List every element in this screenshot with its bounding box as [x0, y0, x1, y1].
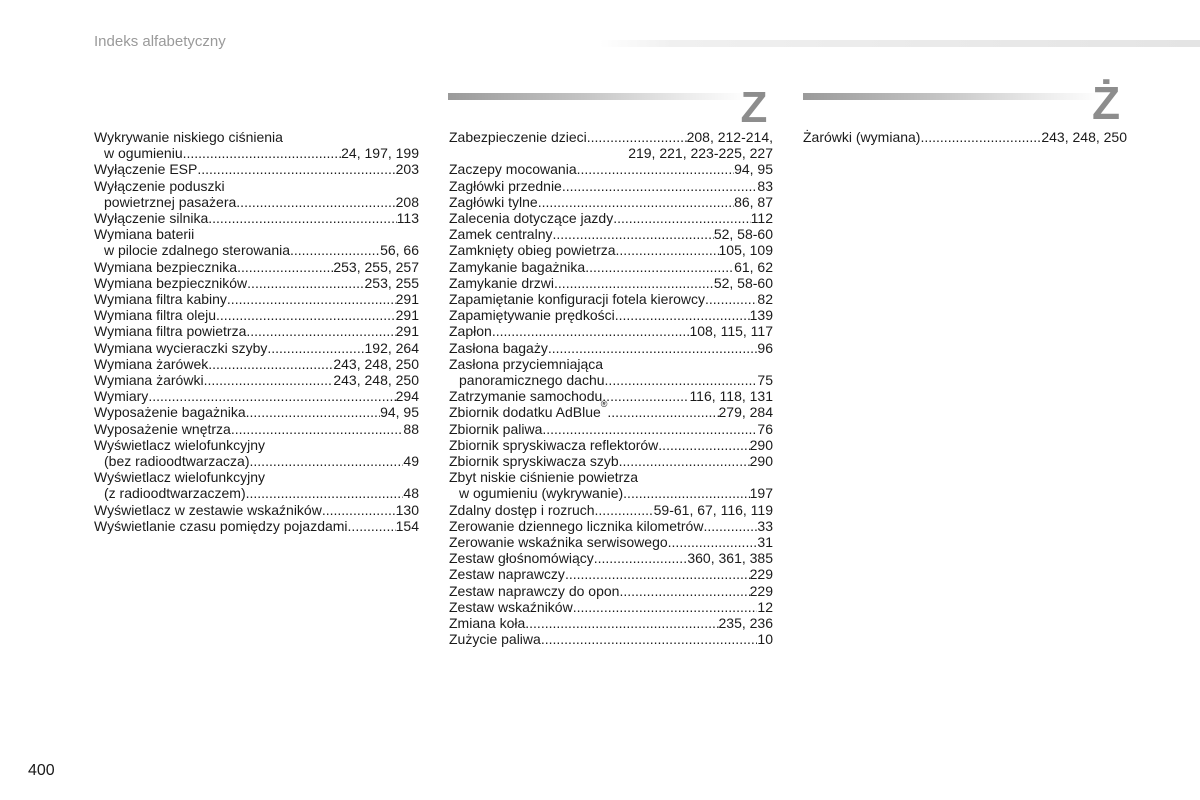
index-entry [449, 340, 773, 356]
index-entry-line [94, 453, 419, 469]
page-header-title: Indeks alfabetyczny [94, 33, 226, 50]
dot-leader [538, 194, 734, 210]
index-entry-pages: 116, 118, 131 [689, 388, 773, 405]
index-entry-line [94, 323, 419, 339]
index-entry [94, 372, 419, 388]
index-entry [449, 259, 773, 275]
index-entry-pages: 294 [395, 388, 419, 405]
index-entry-pages: 76 [757, 420, 773, 437]
index-entry-line [94, 356, 419, 372]
index-entry-term: w ogumieniu (wykrywanie) [459, 485, 624, 502]
index-entry-pages: 31 [757, 534, 773, 551]
index-entry-term: Zamykanie bagażnika [449, 258, 586, 275]
dot-leader [227, 291, 396, 307]
dot-leader [616, 242, 719, 258]
index-entry-line [94, 307, 419, 323]
index-entry-term: Zbiornik spryskiwacza reflektorów [449, 436, 659, 453]
index-entry-pages: 10 [757, 631, 773, 648]
index-entry [94, 291, 419, 307]
index-entry [449, 599, 773, 615]
index-entry-line [449, 437, 773, 453]
index-entry-line [449, 210, 773, 226]
index-entry [449, 161, 773, 177]
index-entry-line [94, 421, 419, 437]
dot-leader [148, 388, 395, 404]
index-entry-line [449, 356, 773, 372]
index-entry-term: Zapamiętywanie prędkości [449, 307, 615, 324]
index-entry-term: Wyświetlacz w zestawie wskaźników [94, 501, 322, 518]
index-entry-line [449, 226, 773, 242]
index-entry-pages: 130 [395, 501, 419, 518]
dot-leader [492, 323, 690, 339]
index-entry-pages: 192, 264 [364, 339, 419, 356]
index-entry-term: Wymiana żarówek [94, 355, 209, 372]
index-entry-pages: 243, 248, 250 [333, 372, 419, 389]
index-entry [449, 242, 773, 258]
index-column-w [94, 129, 419, 534]
index-entry [94, 437, 419, 469]
index-entry-line [449, 178, 773, 194]
index-entry-pages: 24, 197, 199 [341, 145, 419, 162]
index-entry-term: Zapłon [449, 323, 492, 340]
index-entry [449, 502, 773, 518]
index-entry-line [449, 145, 773, 161]
index-entry [449, 421, 773, 437]
index-entry-line [94, 437, 419, 453]
index-entry [94, 323, 419, 339]
index-entry-pages: 83 [757, 177, 773, 194]
index-entry-line [94, 226, 419, 242]
dot-leader [615, 307, 750, 323]
index-entry-line [94, 518, 419, 534]
index-entry-pages: 52, 58-60 [713, 226, 773, 243]
index-entry [449, 550, 773, 566]
index-entry [803, 129, 1127, 145]
index-entry-line [449, 518, 773, 534]
index-entry [449, 178, 773, 194]
index-entry [449, 307, 773, 323]
index-entry-term: Zdalny dostęp i rozruch [449, 501, 595, 518]
index-entry-pages: 219, 221, 223-225, 227 [628, 145, 773, 162]
index-entry-term: Zestaw głośnomówiący [449, 550, 594, 567]
index-entry-term: Wymiana żarówki [94, 372, 204, 389]
index-entry-term: Zbiornik spryskiwacza szyb [449, 453, 619, 470]
index-entry-line [94, 210, 419, 226]
index-entry [94, 161, 419, 177]
dot-leader [183, 145, 342, 161]
index-entry-line [94, 161, 419, 177]
index-entry-term: powietrznej pasażera [104, 193, 237, 210]
index-entry-term: w ogumieniu [104, 145, 183, 162]
index-entry-pages: 61, 62 [734, 258, 773, 275]
index-entry-term: Zbyt niskie ciśnienie powietrza [449, 469, 639, 486]
index-entry-term: Zerowanie wskaźnika serwisowego [449, 534, 668, 551]
index-entry-term: Wyświetlacz wielofunkcyjny [94, 469, 266, 486]
index-entry-term: Zamek centralny [449, 226, 553, 243]
index-entry-term: Wyświetlacz wielofunkcyjny [94, 436, 266, 453]
index-entry [94, 421, 419, 437]
dot-leader [267, 340, 364, 356]
index-entry-pages: 243, 248, 250 [1041, 129, 1127, 145]
index-entry-line [449, 469, 773, 485]
index-entry-term: Zużycie paliwa [449, 631, 541, 648]
index-entry [94, 356, 419, 372]
index-column-z-dot [803, 129, 1127, 145]
index-entry [94, 469, 419, 501]
index-entry-term: Zestaw naprawczy [449, 566, 565, 583]
dot-leader [208, 356, 333, 372]
dot-leader [348, 518, 396, 534]
dot-leader [605, 372, 758, 388]
index-entry-line [94, 469, 419, 485]
index-entry-term: Wyświetlanie czasu pomiędzy pojazdami [94, 517, 348, 534]
index-entry [94, 129, 419, 161]
dot-leader [541, 631, 758, 647]
index-entry-term: Wymiana wycieraczki szyby [94, 339, 268, 356]
index-entry-line [449, 323, 773, 339]
index-entry-term: Zbiornik paliwa [449, 420, 543, 437]
index-entry-term: Wymiana filtra kabiny [94, 291, 227, 308]
dot-leader [246, 404, 380, 420]
index-entry [94, 502, 419, 518]
index-entry-line [449, 194, 773, 210]
index-entry-line [449, 485, 773, 501]
index-entry-term: Zasłona bagaży [449, 339, 548, 356]
index-entry [449, 226, 773, 242]
index-entry [94, 210, 419, 226]
index-entry-pages: 94, 95 [734, 161, 773, 178]
index-entry-line [449, 388, 773, 404]
index-entry-line [94, 259, 419, 275]
index-entry-pages: 253, 255 [364, 274, 419, 291]
index-entry-pages: 52, 58-60 [713, 274, 773, 291]
index-entry-term: Wykrywanie niskiego ciśnienia [94, 129, 283, 145]
index-entry-term: Zaczepy mocowania [449, 161, 577, 178]
index-entry-line [94, 145, 419, 161]
index-entry [449, 518, 773, 534]
index-entry-line [94, 194, 419, 210]
dot-leader [237, 259, 333, 275]
index-entry-pages: 113 [396, 210, 419, 227]
index-entry [449, 437, 773, 453]
index-entry-pages: 291 [395, 307, 419, 324]
dot-leader [619, 583, 749, 599]
dot-leader [573, 599, 758, 615]
index-entry-line [449, 583, 773, 599]
index-entry-line [449, 631, 773, 647]
index-entry [94, 307, 419, 323]
index-entry-term: Zmiana koła [449, 615, 526, 632]
index-entry [449, 323, 773, 339]
index-entry-pages: 291 [395, 323, 419, 340]
index-entry-line [94, 178, 419, 194]
index-entry-term: Zapamiętanie konfiguracji fotela kierowcy [449, 291, 706, 308]
index-entry-pages: 75 [757, 372, 773, 389]
index-entry-line [449, 453, 773, 469]
index-entry-pages: 290 [749, 453, 773, 470]
index-entry-term: Wyposażenie wnętrza [94, 420, 231, 437]
index-entry [449, 399, 773, 421]
dot-leader [246, 323, 395, 339]
dot-leader [619, 453, 750, 469]
index-entry-term: Wyłączenie silnika [94, 210, 209, 227]
index-entry-pages: 235, 236 [718, 615, 773, 632]
dot-leader [197, 161, 395, 177]
dot-leader [554, 275, 714, 291]
index-entry [94, 226, 419, 258]
index-entry-term: Zestaw wskaźników [449, 598, 573, 615]
dot-leader [577, 161, 734, 177]
index-entry-term: w pilocie zdalnego sterowania [104, 242, 290, 259]
index-entry [449, 275, 773, 291]
index-entry-line [94, 404, 419, 420]
index-entry [449, 453, 773, 469]
dot-leader [548, 340, 758, 356]
index-entry-pages: 203 [395, 161, 419, 178]
dot-leader [607, 404, 718, 420]
index-entry-line [449, 421, 773, 437]
index-entry-pages: 12 [757, 598, 773, 615]
index-entry-line [94, 485, 419, 501]
index-entry [449, 129, 773, 161]
dot-leader [594, 550, 688, 566]
index-entry-pages: 86, 87 [734, 193, 773, 210]
index-entry-term: Wymiana filtra powietrza [94, 323, 247, 340]
index-entry-pages: 96 [757, 339, 773, 356]
index-entry-term: Wymiana baterii [94, 226, 195, 243]
index-entry-pages: 229 [749, 566, 773, 583]
index-entry-term: Żarówki (wymiana) [803, 129, 921, 145]
index-entry-term: Wymiana filtra oleju [94, 307, 217, 324]
index-entry [449, 291, 773, 307]
index-entry-line [94, 372, 419, 388]
index-entry-line [94, 129, 419, 145]
index-entry-term: Wymiana bezpiecznika [94, 258, 238, 275]
dot-leader [613, 210, 750, 226]
index-entry [449, 469, 773, 501]
index-entry-pages: 360, 361, 385 [687, 550, 773, 567]
section-bar-z-dot [803, 93, 1103, 100]
index-entry-pages: 208 [395, 193, 419, 210]
page-number: 400 [28, 762, 55, 779]
index-entry-term: Zamknięty obieg powietrza [449, 242, 616, 259]
dot-leader [236, 194, 395, 210]
dot-leader [658, 437, 749, 453]
index-entry-term: Zbiornik dodatku AdBlue [449, 404, 601, 421]
dot-leader [216, 307, 396, 323]
index-entry-line [449, 599, 773, 615]
index-entry [94, 340, 419, 356]
index-entry [94, 388, 419, 404]
dot-leader [542, 421, 757, 437]
index-entry-line [449, 550, 773, 566]
dot-leader [552, 226, 713, 242]
index-entry [449, 194, 773, 210]
dot-leader [246, 485, 404, 501]
index-entry-term: Zagłówki przednie [449, 177, 562, 194]
dot-leader [322, 502, 396, 518]
dot-leader [595, 502, 654, 518]
index-entry-term: (z radioodtwarzaczem) [104, 485, 246, 502]
index-entry-pages: 279, 284 [718, 404, 773, 421]
index-entry-term: Wymiana bezpieczników [94, 274, 248, 291]
index-entry-pages: 208, 212-214, [686, 129, 773, 145]
index-entry-line [449, 566, 773, 582]
index-entry-line [803, 129, 1127, 145]
index-entry [94, 404, 419, 420]
registered-mark: ® [600, 399, 608, 410]
index-entry-pages: 139 [749, 307, 773, 324]
dot-leader [562, 178, 758, 194]
index-entry-line [449, 340, 773, 356]
index-entry [94, 178, 419, 210]
index-entry-term: Zestaw naprawczy do opon [449, 582, 620, 599]
index-entry [449, 566, 773, 582]
index-entry-pages: 291 [395, 291, 419, 308]
dot-leader [602, 388, 689, 404]
index-entry-pages: 105, 109 [718, 242, 773, 259]
index-entry-line [94, 242, 419, 258]
index-entry [94, 518, 419, 534]
index-entry [449, 388, 773, 404]
index-entry-line [449, 372, 773, 388]
index-entry-term: Zagłówki tylne [449, 193, 538, 210]
dot-leader [290, 242, 380, 258]
index-entry [449, 631, 773, 647]
dot-leader [525, 615, 718, 631]
index-entry-pages: 112 [750, 210, 773, 227]
section-letter-z-dot: Ż [1091, 77, 1121, 129]
dot-leader [208, 210, 396, 226]
header-gradient-bar [600, 40, 1200, 47]
index-entry-line [449, 615, 773, 631]
dot-leader [204, 372, 334, 388]
index-entry-term: Wyłączenie ESP [94, 161, 198, 178]
dot-leader [250, 453, 404, 469]
index-entry-line [449, 242, 773, 258]
index-entry [449, 534, 773, 550]
index-entry-term: Zerowanie dziennego licznika kilometrów [449, 517, 704, 534]
index-column-z [449, 129, 773, 648]
index-entry-term: Zabezpieczenie dzieci [449, 129, 587, 145]
index-entry [94, 275, 419, 291]
index-entry [94, 259, 419, 275]
index-entry-pages: 229 [749, 582, 773, 599]
dot-leader [565, 566, 750, 582]
dot-leader [705, 291, 757, 307]
index-entry-term: Zalecenia dotyczące jazdy [449, 210, 614, 227]
index-entry-term: Wyposażenie bagażnika [94, 404, 246, 421]
index-entry-line [449, 534, 773, 550]
index-entry-pages: 56, 66 [380, 242, 419, 259]
index-entry-pages: 48 [403, 485, 419, 502]
index-entry-line [449, 291, 773, 307]
index-entry-term: Wymiary [94, 388, 149, 405]
dot-leader [247, 275, 364, 291]
index-entry-pages: 253, 255, 257 [333, 258, 419, 275]
index-entry-line [94, 502, 419, 518]
index-entry-pages: 290 [749, 436, 773, 453]
index-entry-pages: 154 [395, 517, 419, 534]
index-entry-line [449, 161, 773, 177]
index-entry-term: Wyłączenie poduszki [94, 177, 225, 194]
index-entry-pages: 33 [757, 517, 773, 534]
index-entry-pages: 59-61, 67, 116, 119 [653, 501, 773, 518]
index-entry-line [449, 307, 773, 323]
index-entry-pages: 108, 115, 117 [689, 323, 773, 340]
index-entry-line [94, 340, 419, 356]
index-entry-pages: 243, 248, 250 [333, 355, 419, 372]
index-entry [449, 356, 773, 388]
index-entry [449, 210, 773, 226]
index-entry [449, 615, 773, 631]
index-entry-term: (bez radioodtwarzacza) [104, 453, 250, 470]
index-entry-pages: 88 [403, 420, 419, 437]
dot-leader [587, 129, 687, 145]
dot-leader [920, 129, 1041, 145]
index-entry-line [94, 291, 419, 307]
index-entry-line [449, 399, 773, 421]
index-entry-term: Zasłona przyciemniająca [449, 355, 604, 372]
section-letter-z: Z [740, 83, 768, 132]
index-entry-pages: 49 [403, 453, 419, 470]
index-entry-line [94, 388, 419, 404]
dot-leader [703, 518, 757, 534]
index-entry-term: panoramicznego dachu [459, 372, 605, 389]
dot-leader [668, 534, 758, 550]
index-entry-term: Zatrzymanie samochodu [449, 388, 603, 405]
index-entry-line [94, 275, 419, 291]
dot-leader [623, 485, 749, 501]
index-entry-pages: 82 [757, 291, 773, 308]
index-entry-pages: 197 [749, 485, 773, 502]
dot-leader [585, 259, 734, 275]
index-entry-line [449, 275, 773, 291]
section-bar-z [448, 93, 748, 100]
index-entry-pages: 94, 95 [380, 404, 419, 421]
index-entry-line [449, 129, 773, 145]
index-entry-line [449, 259, 773, 275]
index-entry-line [449, 502, 773, 518]
index-entry [449, 583, 773, 599]
dot-leader [231, 421, 404, 437]
index-entry-term: Zamykanie drzwi [449, 274, 555, 291]
